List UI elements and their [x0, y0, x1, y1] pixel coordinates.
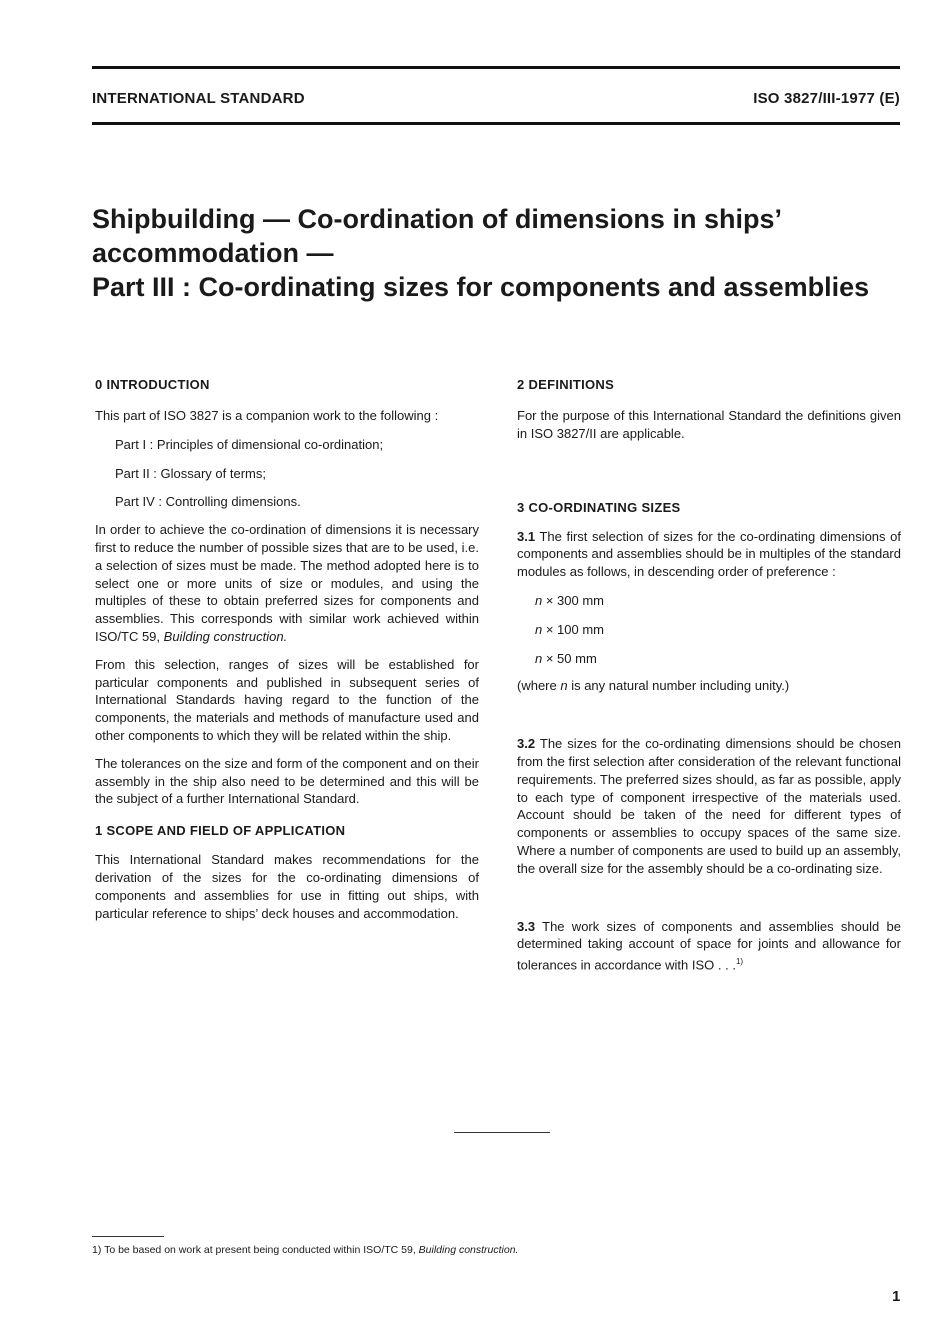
clause-3-3: 3.3 The work sizes of components and assemblies should be determined taking account of space for joints and allowance for tolerances in accordance with ISO . . .$^{1)}$ — [517, 918, 901, 973]
variable-note: (where n is any natural number including unity.) — [517, 678, 790, 694]
title-line-1: Shipbuilding — Co-ordination of dimensions in ships’ — [92, 204, 782, 234]
introduction-paragraph-2: In order to achieve the co-ordination of dimensions it is necessary first to reduce the number of possible sizes that are to be used, i.e. a selection of sizes must be made. The method adopted here is to select one or more units of size or modules, and using the multiples of these to obtain preferred sizes for components and assemblies. This corresponds with similar work achieved within ISO/TC 59, Building construction. — [95, 522, 479, 644]
title-line-3: Part III : Co-ordinating sizes for components and assemblies — [92, 272, 870, 302]
document-reference: ISO 3827/III-1977 (E) — [753, 90, 900, 107]
building-construction-title: Building construction. — [163, 628, 288, 644]
module-formula: n × 300 mm — [535, 592, 605, 608]
introduction-heading: 0 INTRODUCTION — [95, 377, 210, 392]
part-list-item: Part I : Principles of dimensional co-ordination; — [115, 436, 384, 452]
introduction-paragraph-4: The tolerances on the size and form of the component and on their assembly in the ship also need to be determined and this will be the subject of a further International Standard. — [95, 755, 479, 807]
clause-number: 3.2 — [517, 736, 536, 752]
clause-3-2: 3.2 The sizes for the co-ordinating dimensions should be chosen from the first selection after consideration of the relevant functional requirements. The preferred sizes should, as far as possible, apply to each type of component irrespective of the materials used. Account should be taken of the need for different types of components or assemblies to occupy spaces of the same size. Where a number of components are used to build up an assembly, the overall size for the assembly should be a co-ordinating size. — [517, 736, 901, 876]
definitions-paragraph: For the purpose of this International Standard the definitions given in ISO 3827/II are applicable. — [517, 408, 901, 441]
title-line-2: accommodation — — [92, 238, 334, 268]
header-bottom-rule — [92, 122, 900, 125]
clause-3-1: 3.1 The first selection of sizes for the co-ordinating dimensions of components and assemblies should be in multiples of the standard modules as follows, in descending order of preference : — [517, 528, 901, 580]
clause-number: 3.3 — [517, 918, 536, 934]
introduction-paragraph-1: This part of ISO 3827 is a companion work to the following : — [95, 408, 439, 423]
footnote-reference: 1) — [735, 957, 744, 967]
right-column — [517, 376, 901, 974]
footnote-separator — [92, 1236, 164, 1237]
module-formula: n × 50 mm — [535, 650, 597, 666]
page-number: 1 — [892, 1288, 901, 1305]
coordinating-sizes-heading: 3 CO-ORDINATING SIZES — [517, 499, 681, 515]
footnote: 1) To be based on work at present being conducted within ISO/TC 59, Building construction. — [92, 1244, 519, 1256]
part-list-item: Part II : Glossary of terms; — [115, 465, 266, 481]
module-formula: n × 100 mm — [535, 621, 605, 637]
part-list-item: Part IV : Controlling dimensions. — [115, 494, 301, 510]
end-of-text-rule — [454, 1132, 550, 1133]
scope-paragraph: This International Standard makes recommendations for the derivation of the sizes for the co-ordinating dimensions of components and assemblies for use in fitting out ships, with particular reference to ships’ deck houses and accommodation. — [95, 852, 479, 921]
scope-heading: 1 SCOPE AND FIELD OF APPLICATION — [95, 823, 346, 839]
introduction-paragraph-3: From this selection, ranges of sizes will be established for particular components and published in subsequent series of International Standards having regard to the function of the components, the materials and methods of manufacture used and other components to which they will be related within the ship. — [95, 656, 479, 743]
footnote-italic-title: Building construction. — [418, 1244, 519, 1256]
document-type: INTERNATIONAL STANDARD — [92, 90, 305, 107]
left-column — [95, 376, 479, 922]
header-top-rule — [92, 66, 900, 69]
definitions-heading: 2 DEFINITIONS — [517, 377, 615, 392]
page-title — [92, 202, 912, 304]
clause-number: 3.1 — [517, 528, 536, 544]
